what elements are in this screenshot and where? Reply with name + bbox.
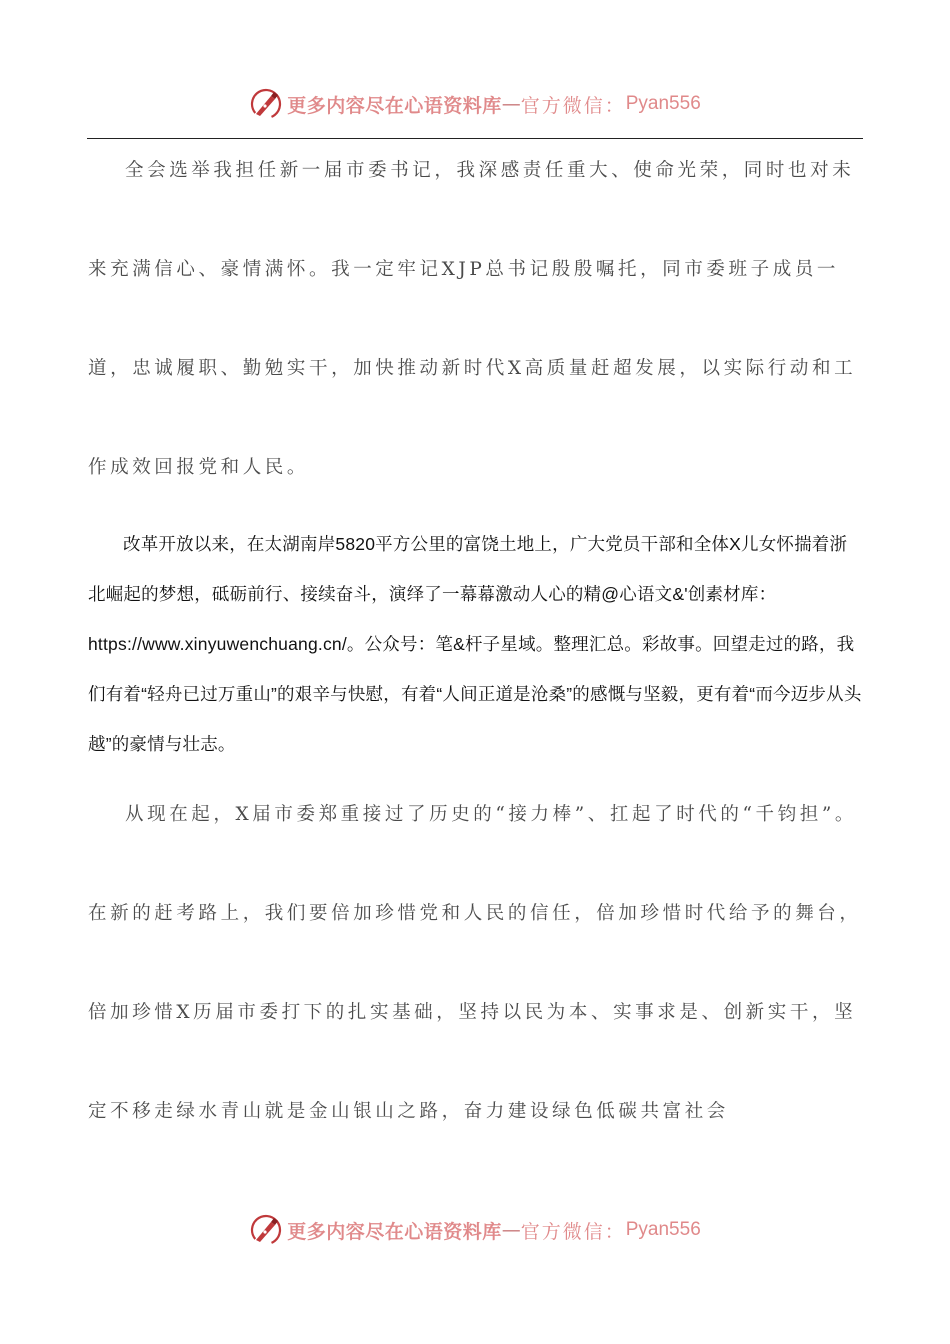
banner-main-text: 更多内容尽在心语资料库 xyxy=(287,94,502,117)
banner-contact-label: 官方微信： xyxy=(520,94,626,117)
footer-banner xyxy=(0,1210,950,1250)
header-banner xyxy=(0,84,950,124)
pen-logo-icon xyxy=(249,87,283,121)
banner-contact-label: 官方微信： xyxy=(520,1220,626,1243)
body-paragraph-2: 改革开放以来，在太湖南岸5820平方公里的富饶土地上，广大党员干部和全体X儿女怀揣着浙北崛起的梦想，砥砺前行、接续奋斗，演绎了一幕幕激动人心的精@心语文&'创素材库：https://www.xinyuwenchuang.cn/。公众号：笔&杆子星域。整理汇总。彩故事。回望走过的路，我们有着“轻舟已过万重山”的艰辛与快慰，有着“人间正道是沧桑”的感慨与坚毅，更有着“而今迈步从头越”的豪情与壮志。 xyxy=(88,534,862,754)
pen-logo-icon xyxy=(249,1213,283,1247)
banner-dash: — xyxy=(501,1219,521,1241)
body-paragraph-1: 全会选举我担任新一届市委书记，我深感责任重大、使命光荣，同时也对未来充满信心、豪情满怀。我一定牢记XJP总书记殷殷嘱托，同市委班子成员一道，忠诚履职、勤勉实干，加快推动新时代X高质量赶超发展，以实际行动和工作成效回报党和人民。 xyxy=(88,160,857,478)
banner-dash: — xyxy=(501,93,521,115)
banner-contact-id: Pyan556 xyxy=(625,1219,701,1240)
banner-main-text: 更多内容尽在心语资料库 xyxy=(287,1220,502,1243)
body-paragraph-3: 从现在起，X届市委郑重接过了历史的“接力棒”、扛起了时代的“千钧担”。在新的赶考路上，我们要倍加珍惜党和人民的信任，倍加珍惜时代给予的舞台，倍加珍惜X历届市委打下的扎实基础，坚持以民为本、实事求是、创新实干，坚定不移走绿水青山就是金山银山之路，奋力建设绿色低碳共富社会 xyxy=(88,804,862,1122)
banner-contact-id: Pyan556 xyxy=(625,93,701,114)
